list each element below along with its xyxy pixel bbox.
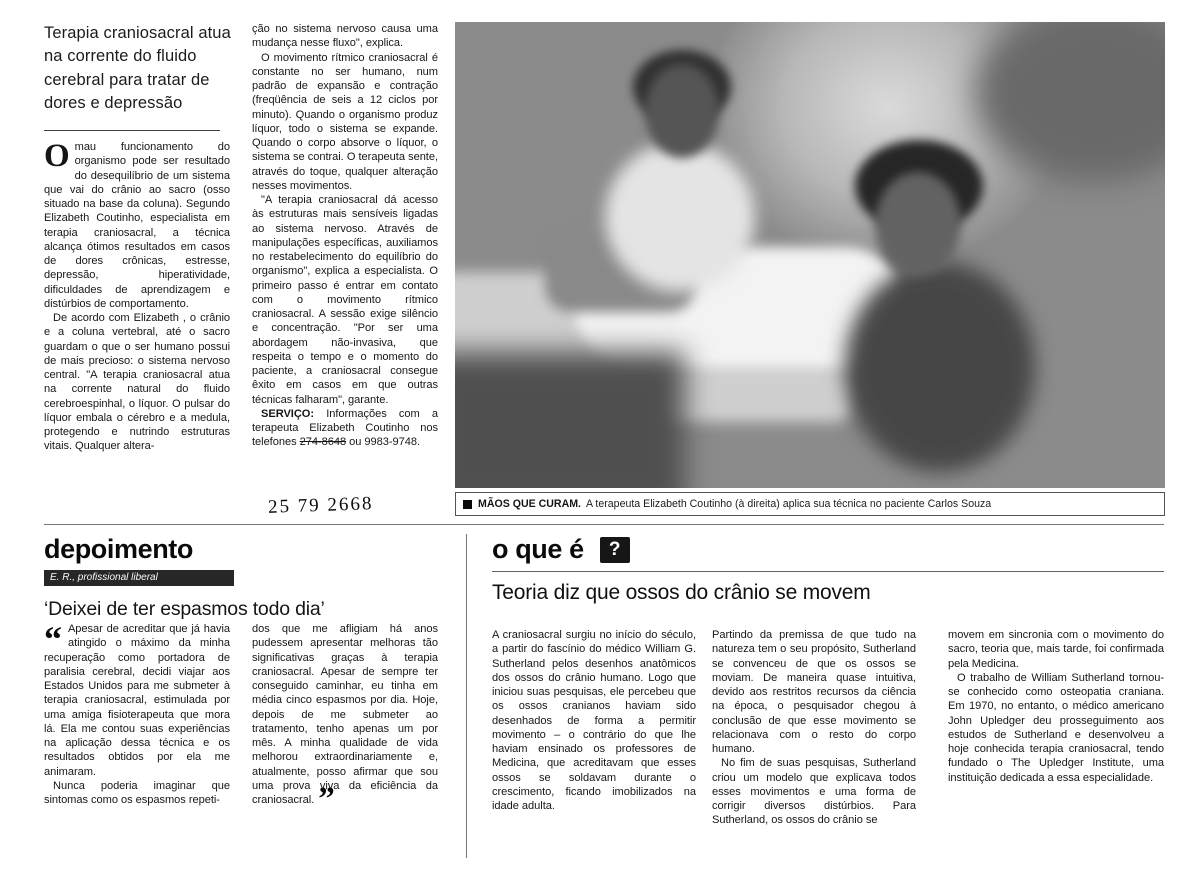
- photo-caption: [455, 492, 1165, 516]
- oque-e-column-1: [492, 628, 696, 813]
- article-text: O movimento rítmico craniosacral é constante no ser humano, num padrão de expansão e contração (freqüência de seis a 12 ciclos por minuto). Quando o organismo produz líquor, todo o sistema se expande. Quando o corpo absorve o líquor, o sistema se contrai. O terapeuta sente, através do toque, qualquer alteração nesses movimentos.: [252, 51, 438, 192]
- depoimento-text: Nunca poderia imaginar que sintomas como os espasmos repeti-: [44, 779, 230, 806]
- oque-e-paragraph: [948, 628, 1164, 671]
- article-text: ção no sistema nervoso causa uma mudança nesse fluxo", explica.: [252, 23, 438, 50]
- depoimento-column-1: [44, 619, 230, 807]
- depoimento-text: dos que me afligiam há anos pudessem apresentar melhoras tão significativas graças à terapia craniosacral. Apesar de sempre ter conseguido caminhar, eu tinha em média cinco espasmos por dia. Hoje, depois de me submeter ao tratamento, tenho apenas um por mês. A minha qualidade de vida melhorou extraordinariamente e, atualmente, posso afirmar que sou uma prova viva da eficiência da craniosacral.: [252, 623, 438, 806]
- depoimento-paragraph: [44, 779, 230, 808]
- section-divider: [44, 524, 1164, 525]
- question-mark-icon: ?: [600, 537, 630, 563]
- service-paragraph: [252, 407, 438, 450]
- depoimento-section: [44, 534, 452, 621]
- caption-lead: MÃOS QUE CURAM.: [478, 498, 581, 510]
- oque-e-text: No fim de suas pesquisas, Sutherland criou um modelo que explicava todos esses movimentos e uma forma de corrigir diversos distúrbios. Para Sutherland, os ossos do crânio se: [712, 757, 916, 827]
- article-paragraph: [44, 311, 230, 454]
- oque-e-column-2: [712, 628, 916, 828]
- article-column-1: [44, 140, 230, 454]
- article-photo: [455, 22, 1165, 488]
- oque-e-paragraph: [948, 671, 1164, 785]
- photo-person-left-body: [605, 142, 755, 292]
- service-label: SERVIÇO:: [261, 407, 315, 420]
- service-phone-struck: 274-8648: [299, 436, 347, 449]
- page-title: Terapia craniosacral atua na corrente do fluido cerebral para tratar de dores e depressão: [44, 24, 231, 113]
- article-column-2: [252, 22, 438, 450]
- article-text: mau funcionamento do organismo pode ser resultado do desequilíbrio de um sistema que vai do crânio ao sacro (osso situado na base da coluna). Segundo Elizabeth Coutinho, especialista em terapia craniosacral, a técnica alcança ótimos resultados em casos de dores crônicas, estresse, depressão, hiperatividade, dificuldades de aprendizagem e distúrbios de comportamento.: [44, 141, 230, 310]
- oque-e-text: movem em sincronia com o movimento do sacro, teoria que, mais tarde, foi confirmada pela Medicina.: [948, 629, 1164, 670]
- article-paragraph: [252, 22, 438, 51]
- oque-e-divider: [492, 571, 1164, 572]
- drop-cap: O: [44, 138, 70, 174]
- depoimento-paragraph: [252, 622, 438, 817]
- article-paragraph: [252, 193, 438, 407]
- quote-close-icon: ”: [318, 781, 335, 817]
- oque-e-subheadline: Teoria diz que ossos do crânio se movem: [492, 581, 871, 604]
- service-text: Informações com a terapeuta Elizabeth Coutinho nos telefones: [252, 407, 438, 449]
- headline-divider: [44, 130, 220, 131]
- photo-therapist-body: [845, 262, 1035, 472]
- photo-person-left-face: [645, 64, 719, 158]
- oque-e-text: A craniosacral surgiu no início do século, a partir do fascínio do médico William G. Sutherland pelos desenhos anatômicos dos ossos do crânio humano. Logo que iniciou suas pesquisas, ele percebeu que os ossos cranianos haviam sido desenhados de forma a permitir movimento – o contrário do que lhe haviam ensinado os professores de Medicina, que acreditavam que esses ossos se soldavam durante o crescimento, ficando imobilizados na idade adulta.: [492, 629, 696, 812]
- oque-e-column-3: [948, 628, 1164, 785]
- oque-e-text: O trabalho de William Sutherland tornou-se conhecido como osteopatia craniana. Em 1970, no entanto, o médico americano John Upledger deu prosseguimento aos estudos de Sutherland e desenvolveu a hoje conhecida terapia craniosacral, tendo fundado o The Upledger Institute, uma instituição dedicada a essa especialidade.: [948, 671, 1164, 784]
- oque-e-title: o que é: [492, 534, 584, 564]
- depoimento-paragraph: [44, 619, 230, 779]
- depoimento-byline: E. R., profissional liberal: [44, 570, 234, 586]
- oque-e-header: [492, 534, 1164, 565]
- service-phone-rest: ou 9983-9748.: [349, 436, 421, 449]
- oque-e-paragraph: [492, 628, 696, 813]
- photo-shadow-bottom-left: [455, 352, 685, 488]
- handwritten-note: 25 79 2668: [267, 493, 374, 518]
- column-divider: [466, 534, 467, 858]
- quote-open-icon: “: [44, 619, 62, 659]
- article-text: "A terapia craniosacral dá acesso às estruturas mais sensíveis ligadas ao sistema nervoso. Através de manipulações específicas, auxiliamos no restabelecimento do equilíbrio do organismo", explica a especialista. O primeiro passo é entrar em contato com o movimento rítmico craniosacral. A sessão exige silêncio e concentração. "Por ser uma abordagem não-invasiva, que respeita o tempo e o momento do paciente, a craniosacral consegue êxito em casos em que outras técnicas falharam", garante.: [252, 194, 438, 406]
- oque-e-paragraph: [712, 756, 916, 827]
- depoimento-column-2: [252, 622, 438, 817]
- oque-e-section: [492, 534, 1164, 605]
- headline-block: [44, 22, 234, 131]
- oque-e-text: Partindo da premissa de que tudo na natureza tem o seu propósito, Sutherland se convenceu de que os ossos se moviam. De maneira quase intuitiva, devido aos restritos recursos da ciência na época, o pesquisador chegou à conclusão de que esse movimento se relacionava com o resto do corpo humano.: [712, 629, 916, 755]
- depoimento-title: depoimento: [44, 534, 193, 564]
- oque-e-paragraph: [712, 628, 916, 756]
- article-text: De acordo com Elizabeth , o crânio e a coluna vertebral, até o sacro guardam o que o ser humano possui de mais precioso: o sistema nervoso central. "A terapia craniosacral atua na corrente natural do fluido cerebroespinhal, o líquor. O pulsar do líquor embala o cérebro e a medula, protegendo e nutrindo estruturas vitais. Qualquer altera-: [44, 312, 230, 453]
- depoimento-subheadline: ‘Deixei de ter espasmos todo dia’: [44, 598, 325, 620]
- photo-therapist-face: [875, 172, 961, 276]
- square-bullet-icon: [463, 500, 472, 509]
- article-paragraph: [44, 140, 230, 311]
- caption-text: A terapeuta Elizabeth Coutinho (à direita) aplica sua técnica no paciente Carlos Souza: [586, 498, 992, 510]
- article-paragraph: [252, 51, 438, 194]
- depoimento-text: Apesar de acreditar que já havia atingido o máximo da minha recuperação como portadora de paralisia cerebral, decidi viajar aos Estados Unidos para me submeter à terapia craniosacral, estimulada por uma amiga fisioterapeuta que mora lá. Ela me contou suas experiências na aplicação dessa técnica e os resultados obtidos por ela me animaram.: [44, 623, 230, 778]
